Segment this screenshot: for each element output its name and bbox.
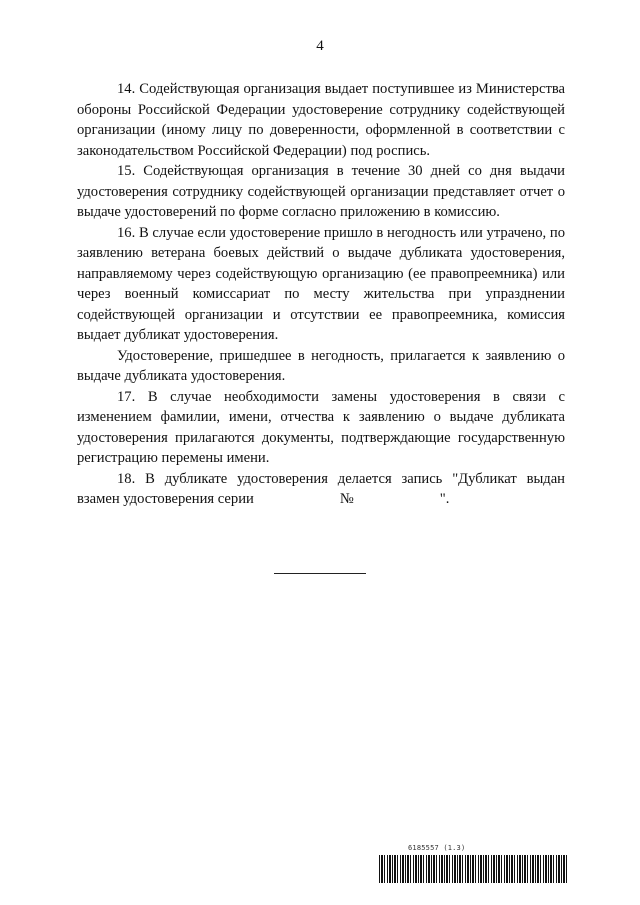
closing-quote: ".	[439, 491, 450, 507]
barcode-label: 6185557 (1.3)	[408, 844, 466, 852]
end-divider	[274, 573, 366, 574]
number-sign: №	[339, 491, 354, 507]
page-number: 4	[316, 38, 324, 54]
paragraph-18-text: 18. В дубликате удостоверения делается запись "Дубликат выдан взамен удостоверения серии	[77, 470, 565, 507]
document-body	[77, 79, 565, 510]
paragraph-14: 14. Содействующая организация выдает поступившее из Министерства обороны Российской Федерации удостоверение сотруднику содействующей организации (иному лицу по доверенности, оформленной в соответствии с законодательством Российской Федерации) под роспись.	[77, 81, 565, 159]
paragraph-15: 15. Содействующая организация в течение 30 дней со дня выдачи удостоверения сотруднику содействующей организации представляет отчет о выдаче удостоверений по форме согласно приложению в комиссию.	[77, 163, 565, 220]
barcode	[379, 855, 569, 883]
paragraph-17: 17. В случае необходимости замены удостоверения в связи с изменением фамилии, имени, отчества к заявлению о выдаче дубликата удостоверения прилагаются документы, подтверждающие государственную регистрацию перемены имени.	[77, 388, 565, 466]
paragraph-16: 16. В случае если удостоверение пришло в негодность или утрачено, по заявлению ветерана боевых действий о выдаче дубликата удостоверения, направляемому через содействующую организацию (ее правопреемника) или через военный комиссариат по месту жительства при упразднении содействующей организации и отсутствии ее правопреемника, комиссия выдает дубликат удостоверения.	[77, 224, 565, 343]
paragraph-16-continuation: Удостоверение, пришедшее в негодность, прилагается к заявлению о выдаче дубликата удостоверения.	[77, 347, 565, 384]
paragraph-18	[77, 469, 565, 510]
